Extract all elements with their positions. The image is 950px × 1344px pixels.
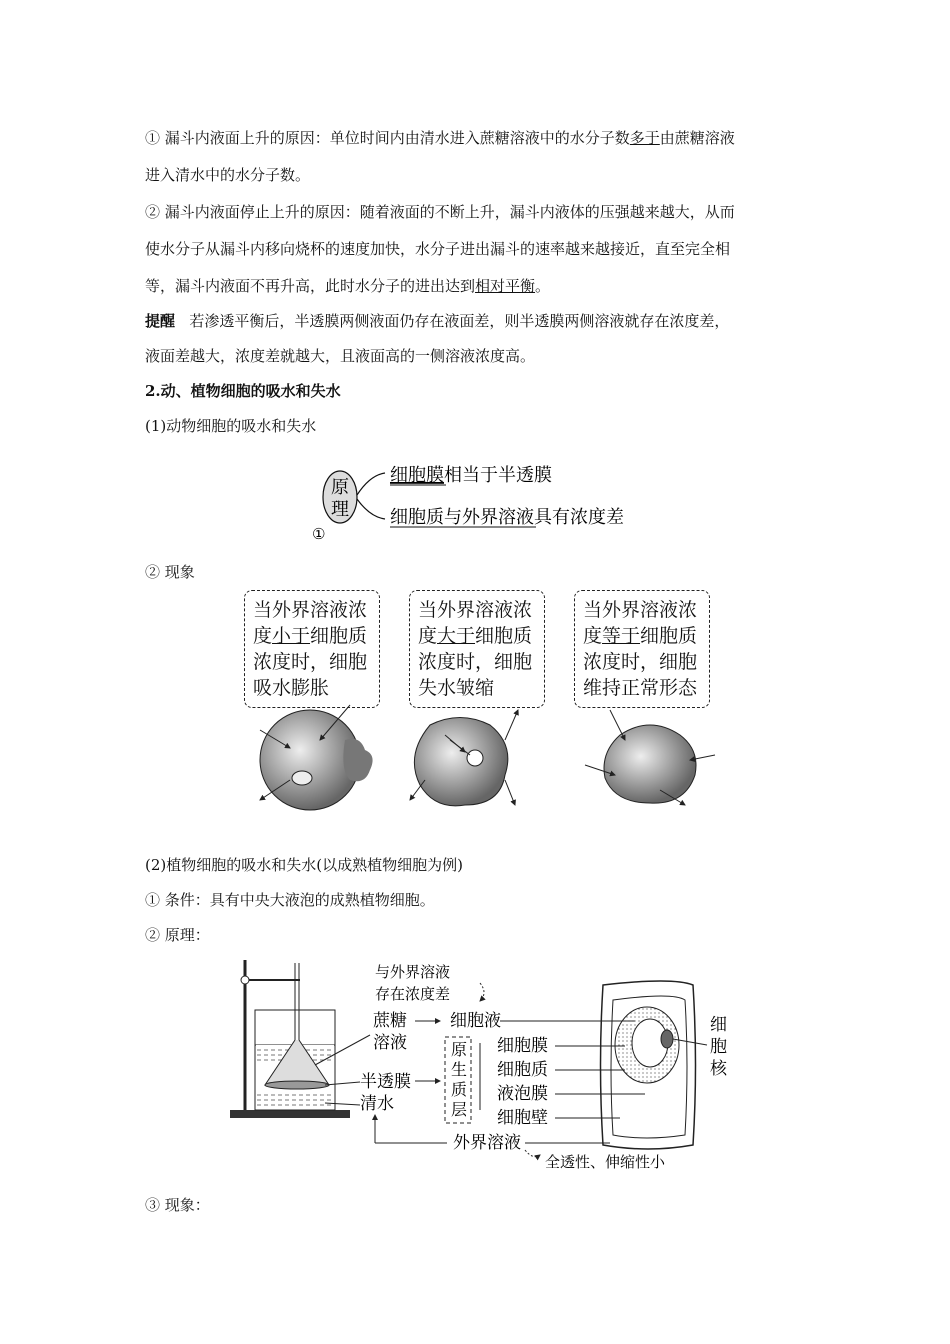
cell-box-shrink: 当外界溶液浓 度大于细胞质 浓度时，细胞 失水皱缩 [409, 590, 545, 708]
plant-condition: ① 条件：具有中央大液泡的成熟植物细胞。 [145, 891, 435, 909]
principle-line2-u: 细胞质与外界溶液 [390, 507, 534, 528]
answer-more-than: 多于 [629, 129, 660, 147]
principle-label-top: 原 [331, 477, 349, 498]
svg-text:生: 生 [451, 1060, 468, 1079]
cell-box-swell: 当外界溶液浓 度小于细胞质 浓度时，细胞 吸水膨胀 [244, 590, 380, 708]
para2-line3: 等，漏斗内液面不再升高，此时水分子的进出达到相对平衡。 [145, 277, 551, 295]
label-sucrose-2: 溶液 [373, 1033, 407, 1053]
para2-line1: ② 漏斗内液面停止上升的原因：随着液面的不断上升，漏斗内液体的压强越来越大，从而 [145, 203, 735, 221]
normal-cell-icon [585, 710, 715, 805]
label-outer-solution: 外界溶液 [453, 1133, 521, 1153]
svg-text:质: 质 [451, 1080, 468, 1099]
svg-text:原: 原 [451, 1040, 468, 1059]
label-membrane: 细胞膜 [497, 1036, 548, 1056]
svg-text:细胞质与外界溶液具有浓度差: 细胞质与外界溶液具有浓度差 [390, 507, 624, 528]
plant-phenomenon: ③ 现象： [145, 1196, 210, 1214]
note-top-1: 与外界溶液 [375, 963, 451, 981]
label-cytoplasm: 细胞质 [497, 1060, 548, 1080]
label-semi-membrane: 半透膜 [360, 1072, 411, 1092]
apparatus-icon [230, 960, 350, 1118]
cell-box-normal: 当外界溶液浓 度等于细胞质 浓度时，细胞 维持正常形态 [574, 590, 710, 708]
para1-line2: 进入清水中的水分子数。 [145, 166, 311, 184]
section2-sub1: (1)动物细胞的吸水和失水 [145, 417, 317, 435]
svg-text:核: 核 [710, 1059, 727, 1079]
para1-line1: ① 漏斗内液面上升的原因：单位时间内由清水进入蔗糖溶液中的水分子数多于由蔗糖溶液 [145, 129, 735, 147]
svg-text:细胞膜相当于半透膜: 细胞膜相当于半透膜 [390, 465, 552, 486]
label-water: 清水 [360, 1094, 394, 1114]
plant-principle: ② 原理： [145, 926, 210, 944]
para2-line2: 使水分子从漏斗内移向烧杯的速度加快，水分子进出漏斗的速率越来越接近，直至完全相 [145, 240, 731, 258]
label-sucrose-1: 蔗糖 [373, 1011, 407, 1031]
animal-cells-illustration [250, 700, 720, 820]
label-cell-wall: 细胞壁 [497, 1108, 548, 1128]
note-bottom: 全透性、伸缩性小 [545, 1153, 666, 1171]
svg-text:胞: 胞 [710, 1037, 727, 1057]
label-cell-sap: 细胞液 [450, 1011, 501, 1031]
answer-equilibrium: 相对平衡 [475, 277, 536, 295]
principle-line1-u: 细胞膜 [390, 465, 444, 486]
svg-text:层: 层 [451, 1100, 468, 1119]
osmosis-diagram [225, 955, 735, 1180]
principle-label-bottom: 理 [331, 499, 349, 520]
tip-label: 提醒 [145, 312, 176, 330]
tip-line2: 液面差越大，浓度差就越大，且液面高的一侧溶液浓度高。 [145, 347, 536, 365]
principle-marker: ① [312, 525, 326, 543]
shrunken-cell-icon [410, 710, 518, 806]
svg-text:细: 细 [710, 1015, 727, 1035]
plant-cell-icon [601, 981, 696, 1149]
note-top-2: 存在浓度差 [375, 985, 451, 1003]
section2-title: 2.动、植物细胞的吸水和失水 [145, 382, 341, 400]
principle-diagram [300, 455, 660, 545]
tip-line1: 提醒 若渗透平衡后，半透膜两侧液面仍存在液面差，则半透膜两侧溶液就存在浓度差， [145, 312, 730, 330]
swollen-cell-icon [260, 705, 373, 810]
label-vacuole-membrane: 液泡膜 [497, 1084, 548, 1104]
plant-sub2: (2)植物细胞的吸水和失水(以成熟植物细胞为例) [145, 856, 463, 874]
phenomenon-label: ② 现象 [145, 563, 195, 581]
